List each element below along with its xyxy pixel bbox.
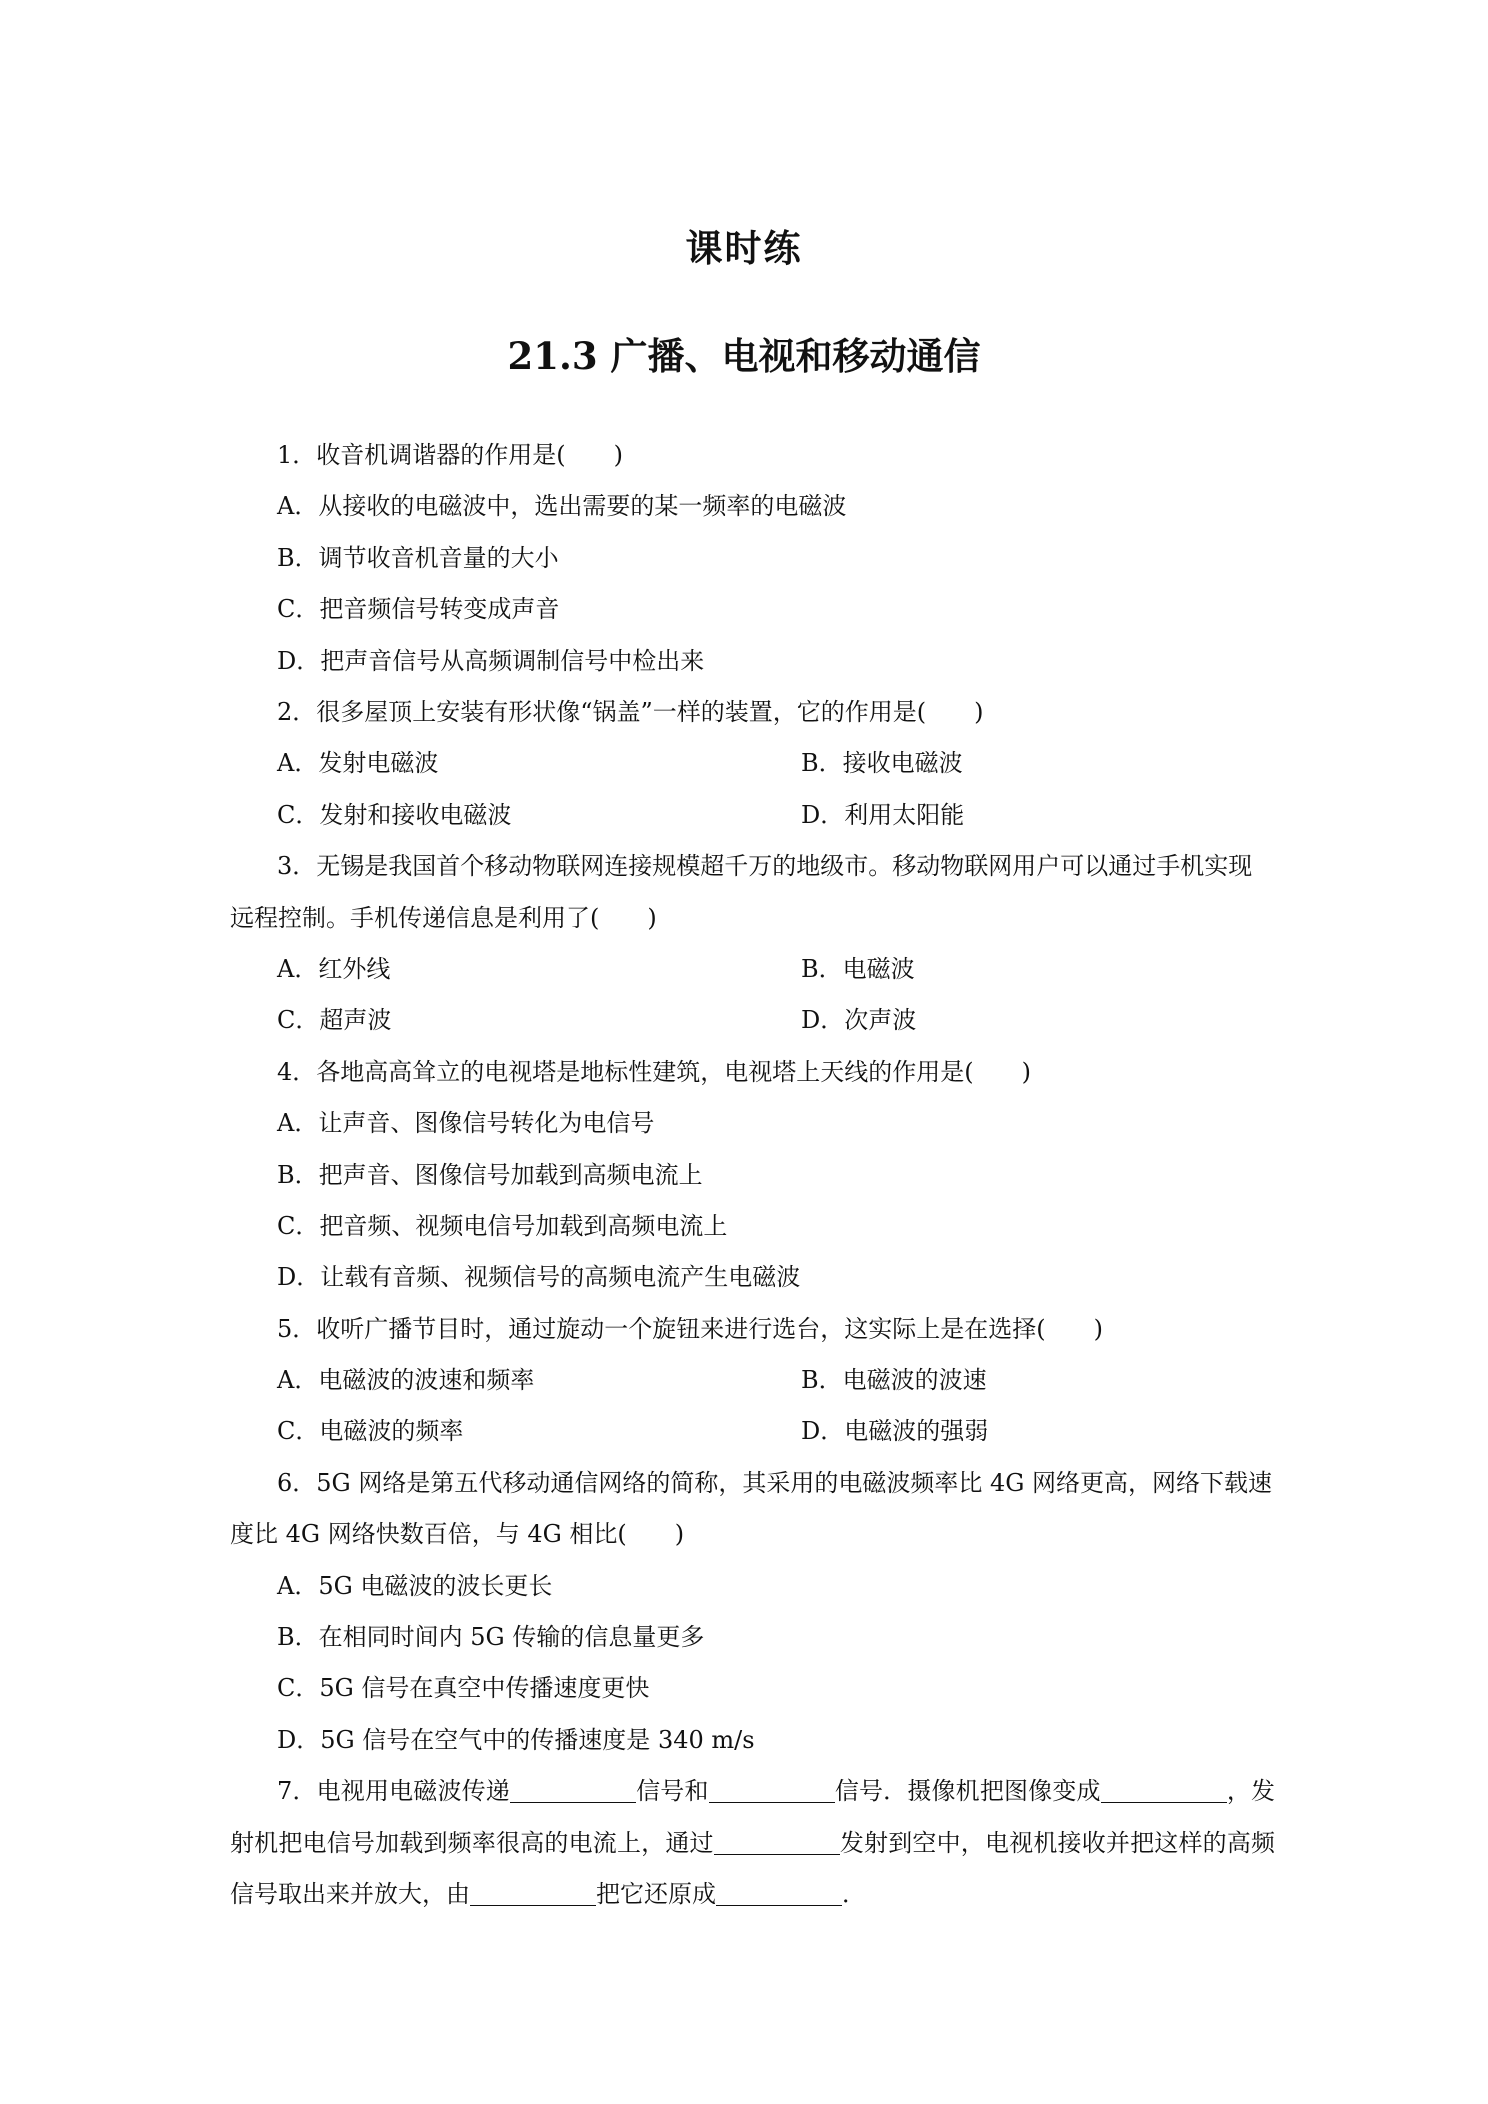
question-3-option-c: C．超声波 <box>277 1006 392 1035</box>
question-7-text-2: 信号和 <box>635 1777 709 1806</box>
page-title: 课时练 <box>685 226 803 270</box>
question-7-text-1: 7．电视用电磁波传递 <box>277 1777 510 1806</box>
question-1-option-c: C．把音频信号转变成声音 <box>277 595 560 624</box>
question-5-option-b: B．电磁波的波速 <box>801 1366 987 1395</box>
answer-blank-4[interactable] <box>714 1830 840 1855</box>
question-7-text-6: 把它还原成 <box>596 1880 716 1909</box>
question-4-option-c: C．把音频、视频电信号加载到高频电流上 <box>277 1211 728 1240</box>
question-6-option-b: B．在相同时间内 5G 传输的信息量更多 <box>277 1623 705 1652</box>
question-5-option-c: C．电磁波的频率 <box>277 1417 464 1446</box>
question-5-option-d: D．电磁波的强弱 <box>801 1417 989 1446</box>
question-3-options-row-1 <box>230 944 1275 995</box>
lesson-subtitle: 21.3 广播、电视和移动通信 <box>507 334 981 378</box>
question-3-options-row-2 <box>230 995 1275 1046</box>
question-4-option-b: B．把声音、图像信号加载到高频电流上 <box>277 1160 703 1189</box>
question-5-stem: 5．收听广播节目时，通过旋动一个旋钮来进行选台，这实际上是在选择( ) <box>277 1314 1103 1343</box>
question-2-option-c: C．发射和接收电磁波 <box>277 800 512 829</box>
question-7-text-7: ． <box>842 1880 866 1909</box>
question-3-option-d: D．次声波 <box>801 1006 917 1035</box>
question-2-option-d: D．利用太阳能 <box>801 800 965 829</box>
question-5-options-row-2 <box>230 1406 1275 1457</box>
question-7-fill-in <box>230 1766 1275 1920</box>
question-1-option-b: B．调节收音机音量的大小 <box>277 543 559 572</box>
question-3-stem: 3．无锡是我国首个移动物联网连接规模超千万的地级市。移动物联网用户可以通过手机实现远程控制。手机传递信息是利用了( ) <box>230 852 1253 932</box>
question-3-option-b: B．电磁波 <box>801 954 915 983</box>
question-6-option-a: A．5G 电磁波的波长更长 <box>277 1571 553 1600</box>
question-4-option-d: D．让载有音频、视频信号的高频电流产生电磁波 <box>277 1263 801 1292</box>
question-1-option-d: D．把声音信号从高频调制信号中检出来 <box>277 646 705 675</box>
question-2-options-row-2 <box>230 790 1275 841</box>
question-2-stem: 2．很多屋顶上安装有形状像“锅盖”一样的装置，它的作用是( ) <box>277 697 984 726</box>
question-5-option-a: A．电磁波的波速和频率 <box>277 1366 535 1395</box>
question-2-option-a: A．发射电磁波 <box>277 749 439 778</box>
answer-blank-5[interactable] <box>470 1881 596 1906</box>
question-5-options-row-1 <box>230 1355 1275 1406</box>
questions <box>230 430 1275 1920</box>
answer-blank-1[interactable] <box>510 1778 636 1803</box>
question-7-text-3: 信号．摄像机把图像变成 <box>834 1777 1101 1806</box>
question-7-text-5: 发射到空中，电视机接收并把这样的高频信号取出来并放大，由 <box>230 1828 1276 1909</box>
question-6-option-d: D．5G 信号在空气中的传播速度是 340 m/s <box>277 1725 755 1754</box>
answer-blank-3[interactable] <box>1101 1778 1227 1803</box>
question-1-stem: 1．收音机调谐器的作用是( ) <box>277 441 623 469</box>
question-4-stem: 4．各地高高耸立的电视塔是地标性建筑，电视塔上天线的作用是( ) <box>277 1057 1031 1086</box>
question-6-stem: 6．5G 网络是第五代移动通信网络的简称，其采用的电磁波频率比 4G 网络更高，网络下载速度比 4G 网络快数百倍，与 4G 相比( ) <box>230 1468 1273 1549</box>
answer-blank-2[interactable] <box>709 1778 835 1803</box>
question-7-text-4: ，发射机把电信号加载到频率很高的电流上，通过 <box>230 1777 1276 1857</box>
answer-blank-6[interactable] <box>716 1881 842 1906</box>
question-3-option-a: A．红外线 <box>277 954 391 983</box>
question-4-option-a: A．让声音、图像信号转化为电信号 <box>277 1109 655 1138</box>
question-2-options-row-1 <box>230 738 1275 789</box>
question-1-option-a: A．从接收的电磁波中，选出需要的某一频率的电磁波 <box>277 492 847 521</box>
question-2-option-b: B．接收电磁波 <box>801 749 963 778</box>
question-6-option-c: C．5G 信号在真空中传播速度更快 <box>277 1674 650 1703</box>
